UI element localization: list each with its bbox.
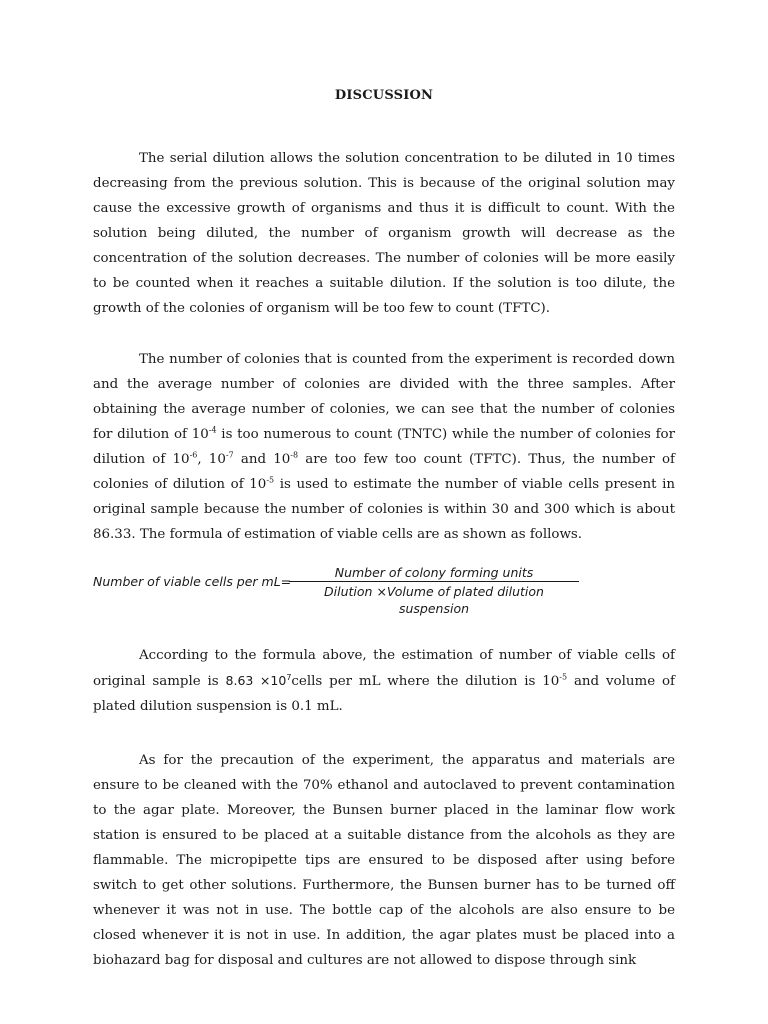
exponent: -5: [266, 475, 275, 485]
text-run: is used to estimate the number of viable cells present in original sample because the number of colonies is within 30 and 300 which is about 86.33. The formula of estimation of viable cells are as shown as follows.: [93, 477, 675, 543]
estimated-value: [226, 673, 292, 688]
text-run: and volume of plated dilution suspension is 0.1 mL.: [93, 674, 676, 715]
text-run: are too few too count (TFTC). Thus, the number of colonies of dilution of 10: [93, 452, 676, 493]
formula-numerator: Number of colony forming units: [334, 565, 534, 580]
paragraph-colony-count: [93, 347, 675, 547]
exponent: -7: [225, 450, 234, 460]
fraction-bar: [289, 581, 579, 582]
text-run: , 10: [197, 452, 226, 468]
exponent: 7: [286, 673, 292, 683]
exponent: -4: [208, 425, 217, 435]
paragraph-estimation-result: [93, 643, 675, 719]
text-run: and 10: [233, 452, 291, 468]
viable-cells-formula: [93, 564, 613, 616]
exponent: -8: [290, 450, 299, 460]
section-heading: DISCUSSION: [334, 88, 434, 103]
exponent: -5: [559, 672, 568, 682]
formula-lhs: Number of viable cells per mL=: [93, 574, 292, 589]
text-run: According to the formula above, the estimation of number of viable cells of original sample is: [93, 648, 675, 690]
text-run: cells per mL where the dilution is 10: [291, 674, 560, 690]
formula-fraction: [289, 564, 579, 616]
paragraph-precautions: As for the precaution of the experiment, the apparatus and materials are ensure to be cleaned with the 70% ethanol and autoclaved to prevent contamination to the agar plate. Moreover, the Bunsen burner placed in the laminar flow work station is ensured to be placed at a suitable distance from the alcohols as they are flammable. The micropipette tips are ensured to be disposed after using before switch to get other solutions. Furthermore, the Bunsen burner has to be turned off whenever it was not in use. The bottle cap of the alcohols are also ensure to be closed whenever it is not in use. In addition, the agar plates must be placed into a biohazard bag for disposal and cultures are not allowed to dispose through sink: [93, 753, 675, 969]
text-run: The number of colonies that is counted from the experiment is recorded down and the average number of colonies are divided with the three samples. After obtaining the average number of colonies, we can see that the number of colonies for dilution of 10: [93, 352, 675, 443]
formula-denominator: Dilution ×Volume of plated dilution suspension: [324, 584, 544, 616]
exponent: -6: [189, 450, 198, 460]
estimated-value-base: 8.63 ×10: [225, 673, 287, 689]
paragraph-serial-dilution: The serial dilution allows the solution concentration to be diluted in 10 times decreasing from the previous solution. This is because of the original solution may cause the excessive growth of organisms and thus it is difficult to count. With the solution being diluted, the number of organism growth will decrease as the concentration of the solution decreases. The number of colonies will be more easily to be counted when it reaches a suitable dilution. If the solution is too dilute, the growth of the colonies of organism will be too few to count (TFTC).: [93, 151, 675, 317]
text-run: is too numerous to count (TNTC) while the number of colonies for dilution of 10: [93, 427, 676, 468]
